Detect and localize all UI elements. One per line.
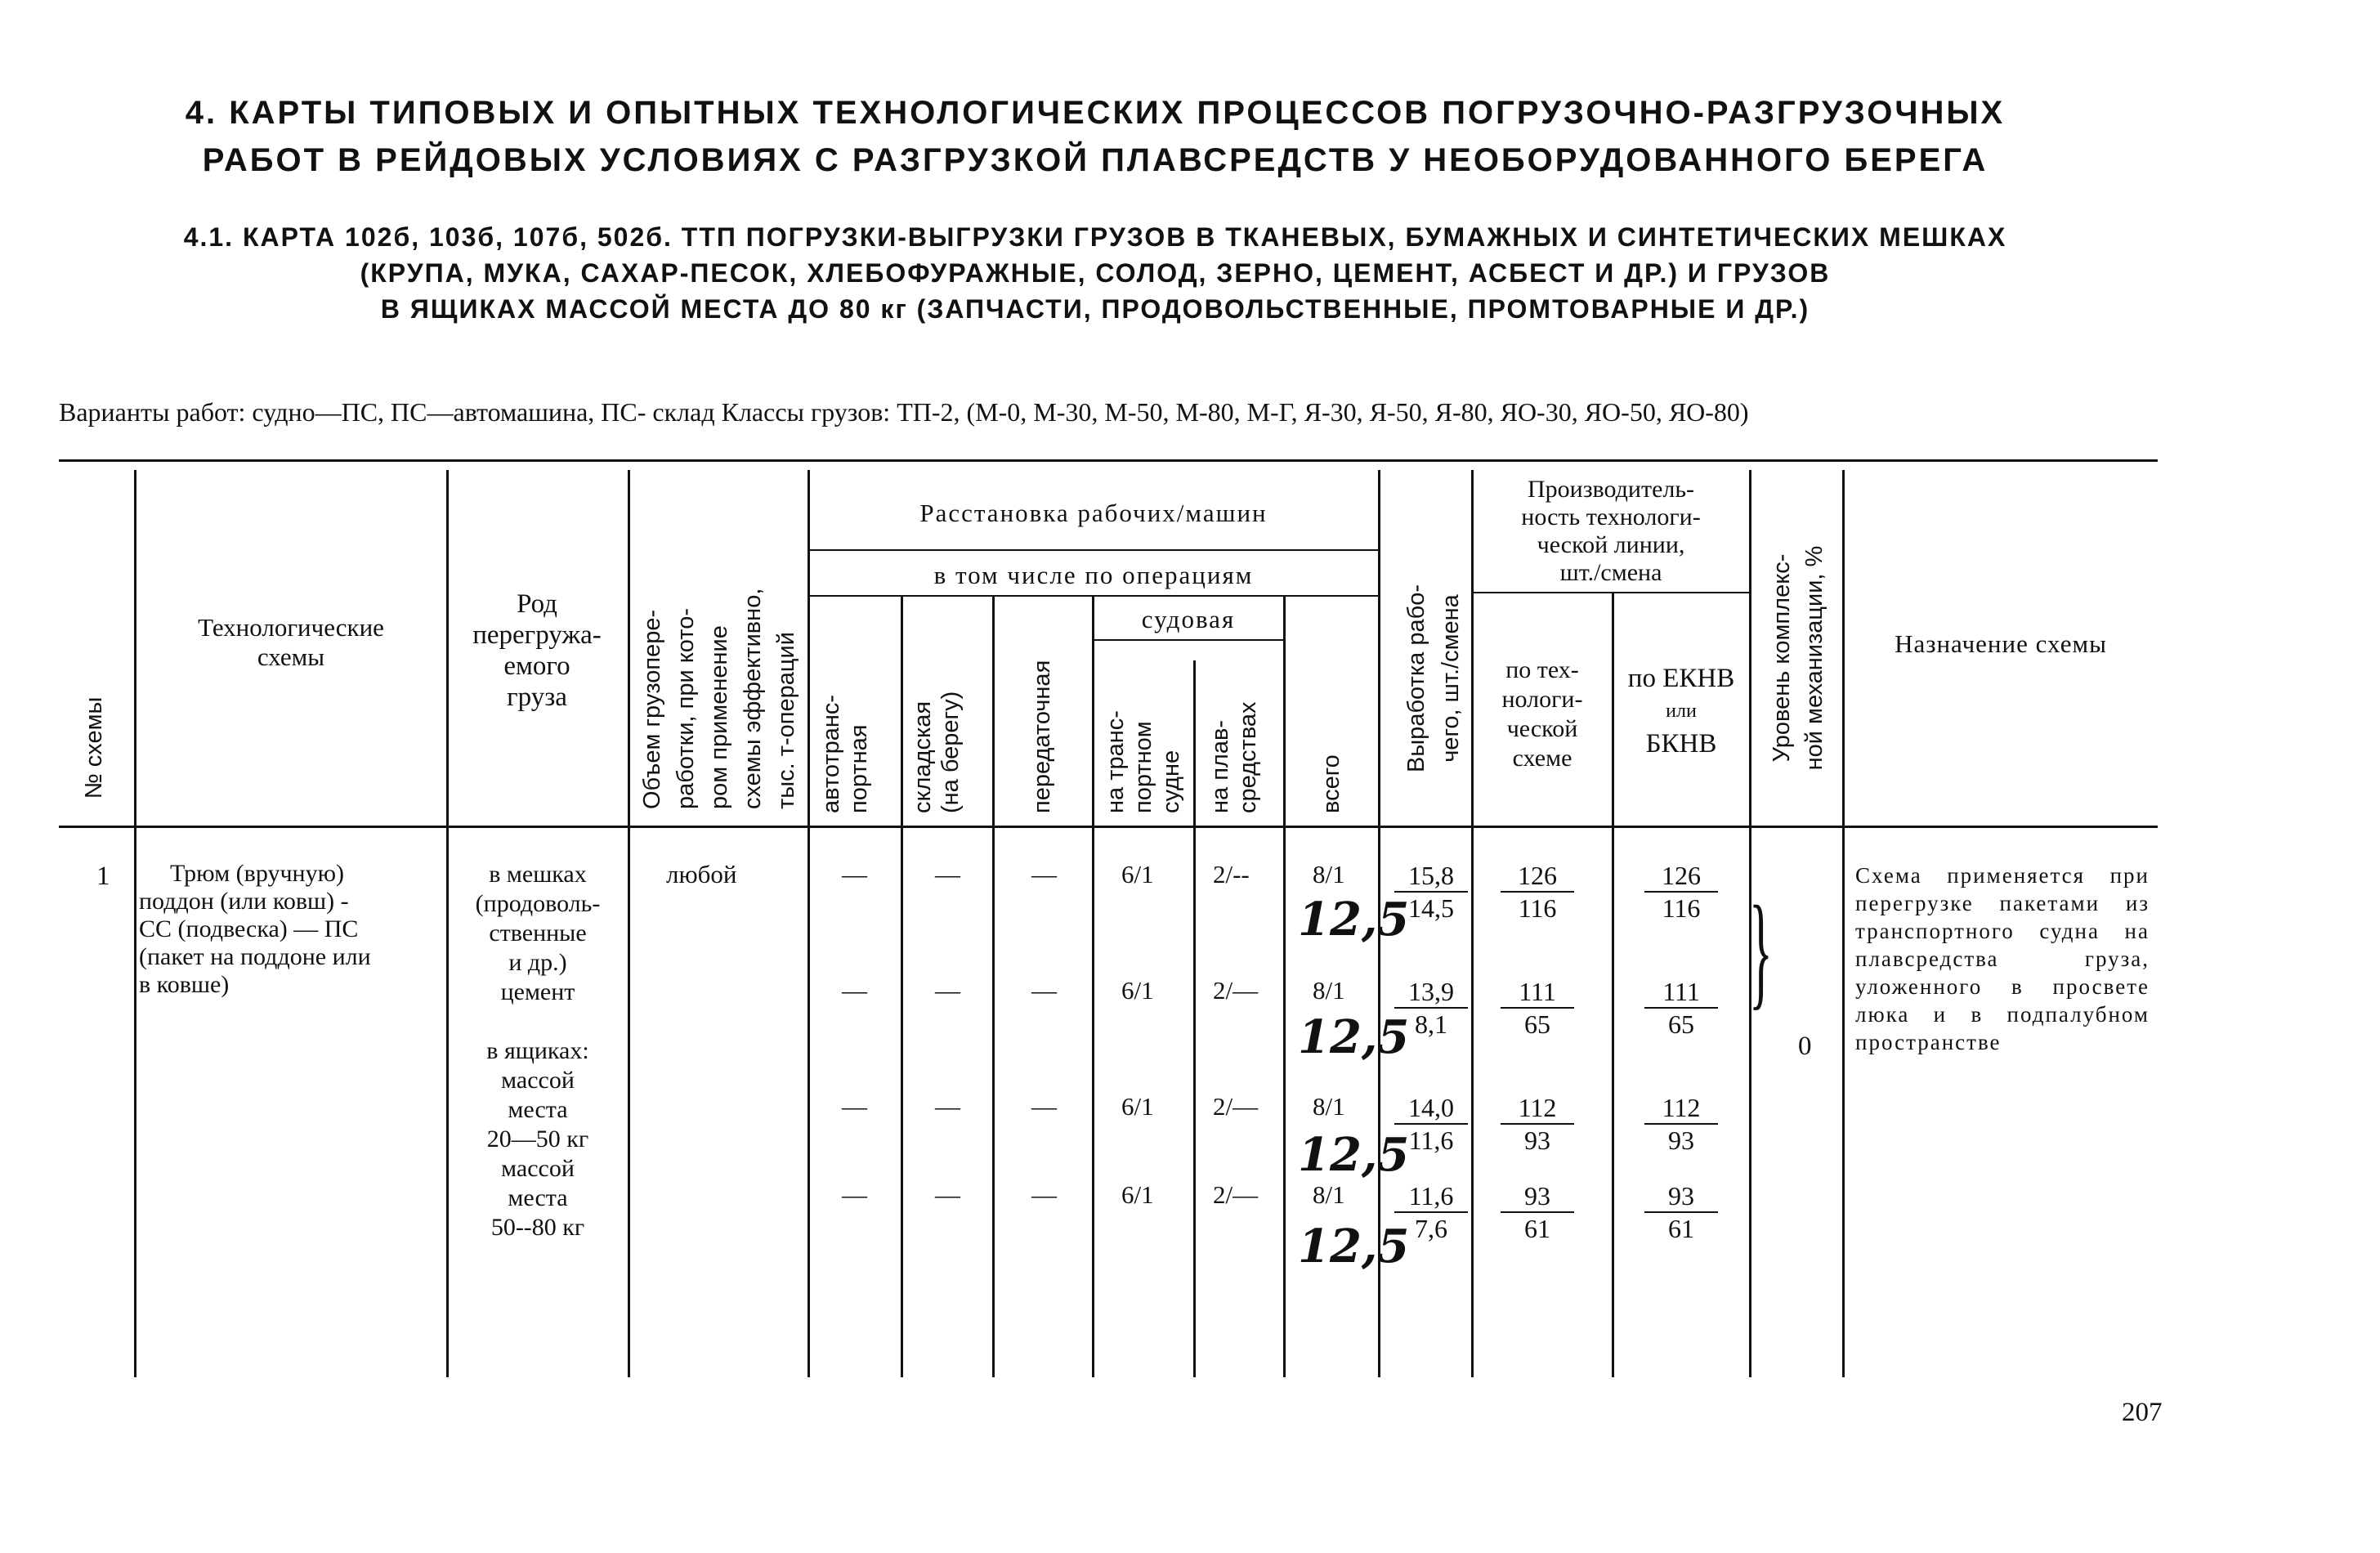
productivity-eknv-value (1644, 1092, 1718, 1156)
col-divider (992, 597, 995, 1377)
output-value-numerator: 14,0 (1394, 1092, 1468, 1125)
col-header-transfer: передаточная (1029, 660, 1055, 813)
dash-auto: — (842, 860, 867, 888)
dash-transfer: — (1031, 1092, 1057, 1121)
productivity-eknv-value-denominator: 93 (1668, 1126, 1694, 1155)
col-header-number: № схемы (81, 696, 107, 799)
dash-auto: — (842, 1180, 867, 1209)
col-header-ship: судовая (1141, 605, 1236, 633)
col-header-by-eknv: по ЕКНВ или БКНВ (1627, 664, 1735, 759)
col-header-total: всего (1318, 754, 1344, 813)
col-header-cargo: Род перегружа- емого груза (472, 589, 602, 712)
productivity-eknv-value (1644, 1180, 1718, 1244)
handwritten-correction: 12,5 (1298, 1220, 1410, 1273)
productivity-scheme-value (1501, 1180, 1574, 1244)
work-variants: Варианты работ: судно—ПС, ПС—автомашина, ПС- склад Классы грузов: ТП-2, (М-0, М-30, М-50, М-80, М-Г, Я-30, Я-50, Я-80, ЯО-30, ЯО-50, ЯО-80) (59, 397, 1749, 427)
col-divider (628, 470, 630, 1377)
productivity-eknv-value-numerator: 126 (1644, 860, 1718, 893)
output-value-numerator: 13,9 (1394, 976, 1468, 1009)
col-header-on-float: на плав- средствах (1207, 701, 1261, 813)
productivity-eknv-value-numerator: 93 (1644, 1180, 1718, 1213)
header-sub-rule (1094, 639, 1283, 641)
col-header-volume: Объем грузопере- работки, при кото- ром применение схемы эффективно, тыс. т-операций (639, 588, 799, 809)
productivity-eknv-value-denominator: 65 (1668, 1009, 1694, 1039)
col-header-by-operations: в том числе по операциям (933, 561, 1254, 589)
productivity-eknv-value (1644, 976, 1718, 1040)
output-value-numerator: 15,8 (1394, 860, 1468, 893)
total-value: 8/1 (1313, 1092, 1345, 1121)
col-header-purpose: Назначение схемы (1895, 629, 2107, 658)
section-title-line-2: (КРУПА, МУКА, САХАР-ПЕСОК, ХЛЕБОФУРАЖНЫЕ, СОЛОД, ЗЕРНО, ЦЕМЕНТ, АСБЕСТ И ДР.) И ГРУЗОВ (360, 258, 1831, 288)
header-sub-rule (809, 595, 1378, 597)
output-value-numerator: 11,6 (1394, 1180, 1468, 1213)
productivity-scheme-value-denominator: 93 (1524, 1126, 1550, 1155)
productivity-scheme-value-denominator: 61 (1524, 1214, 1550, 1243)
ship-float-value: 2/-- (1213, 860, 1250, 888)
productivity-eknv-value (1644, 860, 1718, 924)
productivity-scheme-value-denominator: 65 (1524, 1009, 1550, 1039)
dash-transfer: — (1031, 1180, 1057, 1209)
ship-float-value: 2/— (1213, 1180, 1259, 1209)
output-value-denominator: 14,5 (1408, 893, 1454, 923)
col-divider (1283, 597, 1286, 1377)
total-value: 8/1 (1313, 976, 1345, 1005)
dash-warehouse: — (935, 976, 960, 1005)
productivity-scheme-value-numerator: 93 (1501, 1180, 1574, 1213)
col-header-placement: Расстановка рабочих/машин (919, 499, 1268, 527)
col-divider (901, 597, 903, 1377)
mech-level-value: 0 (1798, 1032, 1812, 1061)
scheme-description: Трюм (вручную) поддон (или ковш) - СС (подвеска) — ПС (пакет на поддоне или в ковше) (139, 860, 371, 998)
dash-warehouse: — (935, 1092, 960, 1121)
productivity-scheme-value (1501, 860, 1574, 924)
page-title-line-1: 4. КАРТЫ ТИПОВЫХ И ОПЫТНЫХ ТЕХНОЛОГИЧЕСКИХ ПРОЦЕССОВ ПОГРУЗОЧНО-РАЗГРУЗОЧНЫХ (185, 95, 2006, 131)
dash-transfer: — (1031, 976, 1057, 1005)
dash-auto: — (842, 1092, 867, 1121)
section-title-line-1: 4.1. КАРТА 102б, 103б, 107б, 502б. ТТП ПОГРУЗКИ-ВЫГРУЗКИ ГРУЗОВ В ТКАНЕВЫХ, БУМАЖНЫХ И СИНТЕТИЧЕСКИХ МЕШКАХ (183, 222, 2007, 252)
dash-transfer: — (1031, 860, 1057, 888)
productivity-scheme-value-numerator: 126 (1501, 860, 1574, 893)
handwritten-correction: 12,5 (1298, 893, 1410, 947)
col-divider (808, 470, 810, 1377)
col-divider (1092, 597, 1094, 1377)
productivity-scheme-value-numerator: 112 (1501, 1092, 1574, 1125)
productivity-scheme-value (1501, 1092, 1574, 1156)
header-sub-rule (1473, 592, 1749, 593)
col-divider (1471, 470, 1474, 1377)
ship-transport-value: 6/1 (1121, 1180, 1154, 1209)
productivity-eknv-value-numerator: 111 (1644, 976, 1718, 1009)
col-divider (1193, 660, 1196, 1377)
scheme-purpose: Схема применяется при перегрузке пакетами из транспортного судна на плавсредства груза, уложенного в просвете люка и в подпалубном пространстве (1855, 863, 2150, 1054)
productivity-scheme-value-numerator: 111 (1501, 976, 1574, 1009)
productivity-eknv-value-denominator: 61 (1668, 1214, 1694, 1243)
page-number: 207 (2122, 1398, 2163, 1427)
output-value-denominator: 8,1 (1415, 1009, 1447, 1039)
output-value-denominator: 7,6 (1415, 1214, 1447, 1243)
dash-auto: — (842, 976, 867, 1005)
header-sub-rule (809, 549, 1378, 551)
col-divider (1842, 470, 1845, 1377)
dash-warehouse: — (935, 1180, 960, 1209)
col-header-output: Выработка рабо- чего, шт./смена (1403, 584, 1464, 772)
col-header-schemes: Технологические схемы (198, 613, 384, 671)
volume-value: любой (666, 860, 737, 888)
handwritten-correction: 12,5 (1298, 1128, 1410, 1182)
productivity-eknv-value-numerator: 112 (1644, 1092, 1718, 1125)
col-divider (134, 470, 136, 1377)
dash-warehouse: — (935, 860, 960, 888)
total-value: 8/1 (1313, 1180, 1345, 1209)
productivity-scheme-value (1501, 976, 1574, 1040)
col-header-productivity: Производитель- ность технологи- ческой линии, шт./смена (1521, 476, 1701, 586)
handwritten-correction: 12,5 (1298, 1010, 1410, 1064)
page-title-line-2: РАБОТ В РЕЙДОВЫХ УСЛОВИЯХ С РАЗГРУЗКОЙ ПЛАВСРЕДСТВ У НЕОБОРУДОВАННОГО БЕРЕГА (202, 142, 1989, 178)
mech-level-brace: } (1749, 880, 1773, 1021)
col-header-on-transport: на транс- портном судне (1103, 710, 1184, 813)
section-title-line-3: В ЯЩИКАХ МАССОЙ МЕСТА ДО 80 кг (ЗАПЧАСТИ, ПРОДОВОЛЬСТВЕННЫЕ, ПРОМТОВАРНЫЕ И ДР.) (380, 294, 1810, 324)
ship-transport-value: 6/1 (1121, 860, 1154, 888)
table-top-rule (59, 459, 2158, 462)
col-header-auto: автотранс- портная (818, 694, 872, 813)
productivity-eknv-value-denominator: 116 (1662, 893, 1701, 923)
output-value-denominator: 11,6 (1408, 1126, 1454, 1155)
col-header-by-scheme: по тех- нологи- ческой схеме (1501, 656, 1583, 772)
total-value: 8/1 (1313, 860, 1345, 888)
ship-float-value: 2/— (1213, 1092, 1259, 1121)
ship-transport-value: 6/1 (1121, 976, 1154, 1005)
col-header-mech-level: Уровень комплекс- ной механизации, % (1769, 545, 1828, 771)
row-number: 1 (96, 862, 110, 891)
ship-transport-value: 6/1 (1121, 1092, 1154, 1121)
productivity-scheme-value-denominator: 116 (1518, 893, 1557, 923)
col-header-warehouse: складская (на берегу) (910, 691, 964, 813)
cargo-type: в мешках (продоволь- ственные и др.) цемент в ящиках: массой места 20—50 кг массой места 50--80 кг (475, 861, 601, 1241)
ship-float-value: 2/— (1213, 976, 1259, 1005)
